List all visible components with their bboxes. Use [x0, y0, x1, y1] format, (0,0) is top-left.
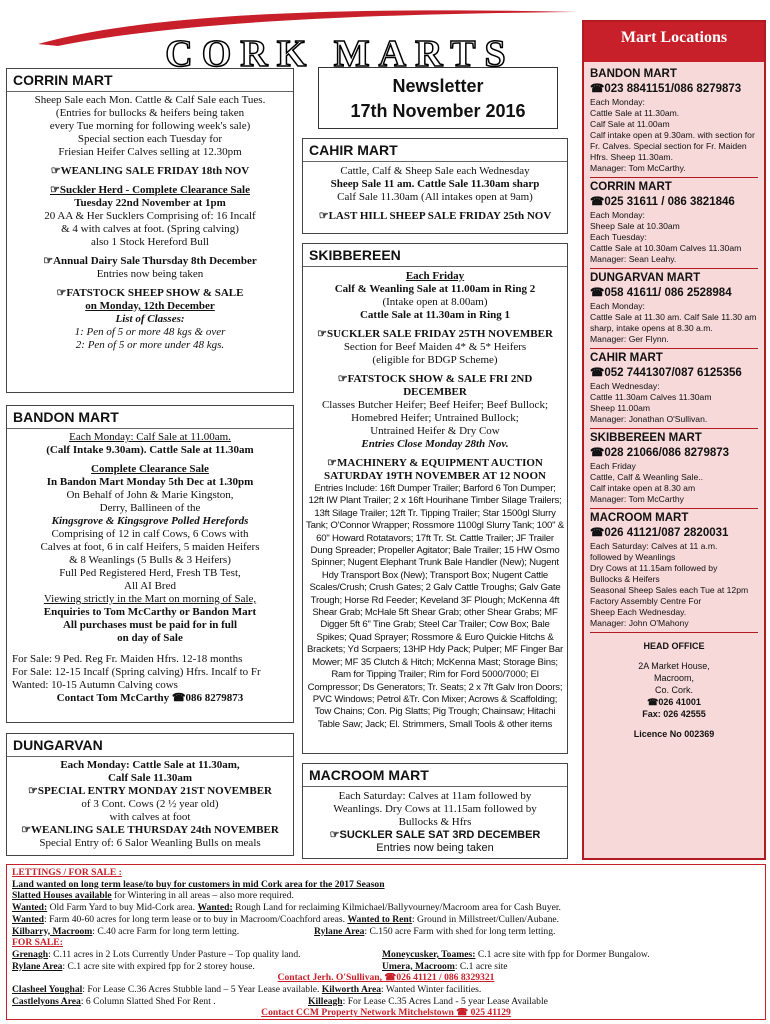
corrin-mart-section: [6, 68, 294, 393]
lettings-text: : C.1 acre site: [454, 960, 508, 972]
dungarvan-line: of 3 Cont. Cows (2 ½ year old): [81, 798, 219, 810]
macroom-line: Bullocks & Hfrs: [398, 816, 472, 828]
bandon-line: & 8 Weanlings (5 Bulls & 3 Heifers): [69, 554, 231, 566]
location-cahir: [590, 349, 758, 429]
corrin-line: Special section each Tuesday for: [77, 133, 223, 145]
corrin-line: & 4 with calves at foot. (Spring calving): [61, 223, 239, 235]
location-name: CAHIR MART: [590, 352, 663, 364]
location-info: Each Monday:: [590, 301, 645, 311]
lettings-label: Kilbarry, Macroom: [12, 925, 93, 937]
dungarvan-special-entry: ☞SPECIAL ENTRY MONDAY 21ST NOVEMBER: [28, 785, 272, 797]
location-info: Manager: Jonathan O'Sullivan.: [590, 414, 708, 424]
bandon-line: Enquiries to Tom McCarthy or Bandon Mart: [43, 606, 257, 618]
location-info: Manager: Tom McCarthy: [590, 494, 684, 504]
logo-text: CORK MARTS: [165, 33, 515, 75]
bandon-for-sale: For Sale: 9 Ped. Reg Fr. Maiden Hfrs. 12-18 months: [12, 653, 243, 665]
lettings-text: : C.1 acre site with expired fpp for 2 storey house.: [62, 960, 255, 972]
newsletter-date: 17th November 2016: [350, 101, 526, 121]
location-info: Each Monday:: [590, 210, 645, 220]
location-info: Seasonal Sheep Sales each Tue at 12pm: [590, 585, 749, 595]
locations-title: Mart Locations: [584, 22, 764, 62]
lettings-label: Clasheel Youghal: [12, 984, 83, 996]
skibbereen-line: (eligible for BDGP Scheme): [372, 354, 498, 366]
location-info: Cattle 11.30am Calves 11.30am: [590, 392, 712, 402]
location-info: Cattle Sale at 10.30am Calves 11.30am: [590, 243, 742, 253]
bandon-line: Calves at foot, 6 in calf Heifers, 5 maiden Heifers: [40, 541, 260, 553]
location-skibbereen: [590, 429, 758, 509]
location-corrin: [590, 178, 758, 269]
bandon-line: In Bandon Mart Monday 5th Dec at 1.30pm: [46, 476, 254, 488]
skibbereen-line: SATURDAY 19TH NOVEMBER AT 12 NOON: [324, 470, 546, 482]
location-info: Manager: John O'Mahony: [590, 618, 689, 628]
bandon-mart-section: [6, 405, 294, 723]
macroom-line: Each Saturday: Calves at 11am followed by: [338, 790, 532, 802]
dungarvan-line: Special Entry of: 6 Salor Weanling Bulls on meals: [39, 837, 261, 849]
newsletter-box: [318, 67, 558, 129]
location-info: Cattle, Calf & Weanling Sale..: [590, 472, 704, 482]
skibbereen-line: Homebred Heifer; Untrained Bullock;: [351, 412, 519, 424]
lettings-label: Castlelyons Area: [12, 995, 81, 1007]
corrin-line: also 1 Stock Hereford Bull: [91, 236, 209, 248]
lettings-text: : For Lease C.35 Acres Land - 5 year Lease Available: [342, 995, 548, 1007]
corrin-fatstock-show: ☞FATSTOCK SHEEP SHOW & SALE: [56, 287, 244, 299]
lettings-label: Wanted:: [12, 902, 48, 914]
location-dungarvan: [590, 269, 758, 349]
skibbereen-line: (Intake open at 8.00am): [382, 296, 488, 308]
head-office-address: Co. Cork.: [654, 685, 693, 695]
macroom-line: Entries now being taken: [376, 842, 494, 854]
lettings-label: Rylane Area: [12, 960, 63, 972]
lettings-label: Wanted:: [197, 902, 233, 914]
dungarvan-section: [6, 733, 294, 856]
lettings-label: Wanted to Rent: [347, 913, 412, 925]
location-info: followed by Weanlings: [590, 552, 676, 562]
lettings-label: Slatted Houses available: [12, 890, 112, 902]
location-info: Calf intake open at 9.30am. with section for Fr. Calves. Special section for Fr. Maiden Hfrs. Sheep 11.30am.: [590, 130, 755, 162]
bandon-for-sale: For Sale: 12-15 Incalf (Spring calving) Hfrs. Incalf to Fr: [12, 666, 261, 678]
corrin-line: on Monday, 12th December: [85, 300, 215, 312]
lettings-text: : Farm 40-60 acres for long term lease or to buy in Macroom/Coachford areas.: [44, 913, 348, 925]
location-macroom: [590, 509, 758, 633]
location-phone: ☎025 31611 / 086 3821846: [590, 196, 735, 208]
head-office-tel: ☎026 41001: [647, 697, 701, 707]
lettings-text: for Wintering in all areas – also more required.: [111, 890, 294, 902]
macroom-line: Weanlings. Dry Cows at 11.15am followed by: [333, 803, 537, 815]
skibbereen-line: Classes Butcher Heifer; Beef Heifer; Beef Bullock;: [321, 399, 549, 411]
corrin-line: 20 AA & Her Sucklers Comprising of: 16 Incalf: [44, 210, 256, 222]
skibbereen-line: Section for Beef Maiden 4* & 5* Heifers: [343, 341, 527, 353]
location-info: Cattle Sale at 11.30 am. Calf Sale 11.30 am sharp, intake opens at 8.30 a.m.: [590, 312, 757, 333]
location-info: Dry Cows at 11.15am followed by: [590, 563, 718, 573]
licence-number: Licence No 002369: [633, 729, 715, 739]
location-phone: ☎058 41611/ 086 2528984: [590, 287, 732, 299]
location-info: Each Saturday: Calves at 11 a.m.: [590, 541, 718, 551]
corrin-line: Friesian Heifer Calves selling at 12.30pm: [58, 146, 242, 158]
head-office-label: HEAD OFFICE: [643, 641, 705, 651]
location-info: Factory Assembly Centre For: [590, 596, 702, 606]
mart-locations-panel: [582, 20, 766, 860]
dungarvan-line: with calves at foot: [109, 811, 191, 823]
bandon-line: Viewing strictly in the Mart on morning of Sale,: [43, 593, 257, 605]
location-name: SKIBBEREEN MART: [590, 432, 702, 444]
lettings-text: : C.150 acre Farm with shed for long term letting.: [364, 925, 556, 937]
cahir-line: Calf Sale 11.30am (All intakes open at 9am): [337, 191, 533, 203]
location-info: Each Monday:: [590, 97, 645, 107]
location-name: CORRIN MART: [590, 181, 672, 193]
lettings-label: Killeagh: [308, 995, 343, 1007]
location-name: DUNGARVAN MART: [590, 272, 701, 284]
macroom-suckler-sale: ☞SUCKLER SALE SAT 3RD DECEMBER: [329, 829, 541, 841]
skibbereen-machinery-auction: ☞MACHINERY & EQUIPMENT AUCTION: [327, 457, 543, 469]
bandon-line: Each Monday: Calf Sale at 11.00am.: [69, 431, 231, 443]
bandon-line: on day of Sale: [117, 632, 183, 644]
dungarvan-weanling-sale: ☞WEANLING SALE THURSDAY 24th NOVEMBER: [21, 824, 279, 836]
head-office: [584, 636, 764, 740]
location-info: Each Wednesday:: [590, 381, 660, 391]
corrin-dairy-sale: ☞Annual Dairy Sale Thursday 8th December: [43, 255, 257, 267]
lettings-label: Kilworth Area: [321, 984, 382, 996]
lettings-text: : For Lease C.36 Acres Stubble land – 5 Year Lease available.: [82, 984, 322, 996]
bandon-contact: Contact Tom McCarthy ☎086 8279873: [56, 692, 244, 704]
bandon-line: All AI Bred: [124, 580, 176, 592]
corrin-line: Sheep Sale each Mon. Cattle & Calf Sale each Tues.: [34, 94, 266, 106]
corrin-line: Entries now being taken: [96, 268, 204, 280]
location-info: Cattle Sale at 11.30am.: [590, 108, 680, 118]
skibbereen-line: Entries Close Monday 28th Nov.: [361, 438, 509, 450]
corrin-line: (Entries for bullocks & heifers being taken: [55, 107, 245, 119]
cahir-title: CAHIR MART: [303, 139, 567, 162]
skibbereen-suckler-sale: ☞SUCKLER SALE FRIDAY 25TH NOVEMBER: [317, 328, 553, 340]
location-info: Sheep Sale at 10.30am: [590, 221, 680, 231]
location-info: Sheep 11.00am: [590, 403, 651, 413]
lettings-text: Old Farm Yard to buy Mid-Cork area.: [47, 902, 198, 914]
bandon-wanted: Wanted: 10-15 Autumn Calving cows: [12, 679, 178, 691]
for-sale-heading: FOR SALE:: [12, 937, 63, 949]
corrin-title: CORRIN MART: [7, 69, 293, 92]
locations-list: [584, 62, 764, 636]
lettings-label: Grenagh: [12, 948, 49, 960]
location-info: Calf Sale at 11.00am: [590, 119, 670, 129]
location-phone: ☎026 41121/087 2820031: [590, 527, 729, 539]
location-name: MACROOM MART: [590, 512, 689, 524]
dungarvan-title: DUNGARVAN: [7, 734, 293, 757]
head-office-address: Macroom,: [653, 673, 694, 683]
skibbereen-line: Cattle Sale at 11.30am in Ring 1: [359, 309, 511, 321]
bandon-title: BANDON MART: [7, 406, 293, 429]
lettings-text: C.1 acre site with fpp for Dormer Bungalow.: [475, 948, 650, 960]
bandon-line: Comprising of 12 in calf Cows, 6 Cows with: [51, 528, 249, 540]
macroom-title: MACROOM MART: [303, 764, 567, 787]
lettings-label: Wanted: [12, 913, 44, 925]
lettings-contact-jerh: Contact Jerh. O'Sullivan, ☎026 41121 / 086 8329321: [277, 972, 495, 984]
macroom-mart-section: [302, 763, 568, 859]
head-office-fax: Fax: 026 42555: [642, 709, 706, 719]
location-info: Sheep Each Wednesday.: [590, 607, 687, 617]
dungarvan-line: Each Monday: Cattle Sale at 11.30am,: [60, 759, 240, 771]
corrin-classes-heading: List of Classes:: [115, 313, 185, 325]
location-phone: ☎028 21066/086 8279873: [590, 447, 730, 459]
lettings-land-wanted: Land wanted on long term lease/to buy for customers in mid Cork area for the 2017 Season: [12, 878, 385, 890]
skibbereen-line: Untrained Heifer & Dry Cow: [370, 425, 500, 437]
bandon-line: (Calf Intake 9.30am). Cattle Sale at 11.30am: [46, 444, 254, 456]
location-info: Manager: Tom McCarthy.: [590, 163, 686, 173]
lettings-text: : C.11 acres in 2 Lots Currently Under Pasture – Top quality land.: [48, 948, 301, 960]
lettings-label: Umera, Macroom: [382, 960, 455, 972]
skibbereen-title: SKIBBEREEN: [303, 244, 567, 267]
bandon-line: Derry, Ballineen of the: [99, 502, 201, 514]
newsletter-title: Newsletter: [392, 76, 484, 96]
lettings-label: Moneycusker, Toames:: [382, 948, 476, 960]
location-bandon: [590, 65, 758, 178]
location-info: Manager: Ger Flynn.: [590, 334, 669, 344]
lettings-label: Rylane Area: [314, 925, 365, 937]
skibbereen-fatstock-show: ☞FATSTOCK SHOW & SALE FRI 2ND DECEMBER: [337, 373, 533, 398]
lettings-text: : 6 Column Slatted Shed For Rent .: [80, 995, 216, 1007]
bandon-clearance-heading: Complete Clearance Sale: [91, 463, 209, 475]
cahir-mart-section: [302, 138, 568, 234]
location-info: Each Friday: [590, 461, 636, 471]
location-info: Manager: Sean Leahy.: [590, 254, 677, 264]
location-phone: ☎052 7441307/087 6125356: [590, 367, 742, 379]
location-name: BANDON MART: [590, 68, 677, 80]
skibbereen-machinery-list: Entries Include: 16ft Dumper Trailer; Barford 6 Ton Dumper; 12ft IW Plant Trailer; 2 x 16ft Hourihane Timber Silage Trailers; 13ft Silage Trailer; 12ft Tr. Tipping Trailer; Star 1500gl Slurry Tank; O'Connor Wrapper; Rossmore 1100gl Slurry Tank; 100" & 60" Howard Rotatavors; 17ft Tr. St. Cattle Trailer; JF Trailer Dung Spreader; Propeller Agitator; Bale Trailer; 15 HW Osmo Spinner; Nugent Elephant Trunk Bale Handler (New); Nugent Hdy Transport Box (New); Transport Box; Nugent Cattle Scales/Crush; Crush Gates; 2 Galv Cattle Troughs; Galv Gate Trough; Horse Rd Feeder; Keveland 3F Plough; McKenna 4ft Shear Grab; McHale 5ft Shear Grab; other Shear Grabs; MF Digger 5ft 6" Tine Grab; Steel Car Trailer; Cow Box; Bale Spikes; Quad Sprayer; Rossmore & Euro Quickie Hitchs & Brackets; Yd Scrpaers; 13HP Hdy Pack; Pulper; MF Finger Bar Mower; MF 35 Clutch & Hitch; McKenna Mast; Storage Bins; Ram for Tipping Trailer; Rim for Ford 5000/7000; El Compressor; Ds Generators; Tr. Seats; 2 x 7ft Galv Iron Doors; PVC Windows; Petrol &Tr. Con Mixer; Acrows & Scaffolding; Tow Chains; Con. Pig Slatts; Pig Trough; Chainsaw; Hitachi Table Saw; Jack; El. Strimmers, Small Tools & other items: [306, 483, 564, 730]
bandon-line: Full Ped Registered Herd, Fresh TB Test,: [59, 567, 241, 579]
skibbereen-section: [302, 243, 568, 754]
location-info: Each Tuesday:: [590, 232, 647, 242]
corrin-weanling-sale: ☞WEANLING SALE FRIDAY 18th NOV: [50, 165, 250, 177]
corrin-line: every Tue morning for following week's sale): [49, 120, 251, 132]
corrin-class-item: 2: Pen of 5 or more under 48 kgs.: [75, 339, 225, 351]
lettings-heading: LETTINGS / FOR SALE :: [12, 867, 122, 878]
corrin-class-item: 1: Pen of 5 or more 48 kgs & over: [74, 326, 226, 338]
lettings-text: : Wanted Winter facilities.: [381, 984, 482, 996]
cahir-line: Sheep Sale 11 am. Cattle Sale 11.30am sharp: [330, 178, 540, 190]
bandon-line: On Behalf of John & Marie Kingston,: [66, 489, 234, 501]
lettings-text: : Ground in Millstreet/Cullen/Aubane.: [411, 913, 560, 925]
lettings-text: Rough Land for reclaiming Kilmichael/Ballyvourney/Macroom area for Cash Buyer.: [232, 902, 561, 914]
location-phone: ☎023 8841151/086 8279873: [590, 83, 742, 95]
skibbereen-line: Each Friday: [405, 270, 465, 282]
bandon-line: All purchases must be paid for in full: [62, 619, 238, 631]
cahir-line: Cattle, Calf & Sheep Sale each Wednesday: [340, 165, 530, 177]
skibbereen-line: Calf & Weanling Sale at 11.00am in Ring 2: [334, 283, 536, 295]
bandon-line: Kingsgrove & Kingsgrove Polled Herefords: [51, 515, 249, 527]
dungarvan-line: Calf Sale 11.30am: [107, 772, 193, 784]
corrin-suckler-clearance: ☞Suckler Herd - Complete Clearance Sale: [50, 184, 250, 196]
cahir-hill-sheep-sale: ☞LAST HILL SHEEP SALE FRIDAY 25th NOV: [318, 210, 552, 222]
corrin-line: Tuesday 22nd November at 1pm: [74, 197, 226, 209]
location-info: Bullocks & Heifers: [590, 574, 660, 584]
lettings-text: : C.40 acre Farm for long term letting.: [92, 925, 240, 937]
lettings-section: [6, 864, 766, 1020]
location-info: Calf intake open at 8.30 am: [590, 483, 696, 493]
head-office-address: 2A Market House,: [638, 661, 710, 671]
lettings-contact-ccm: Contact CCM Property Network Mitchelstown ☎ 025 41129: [261, 1007, 511, 1019]
